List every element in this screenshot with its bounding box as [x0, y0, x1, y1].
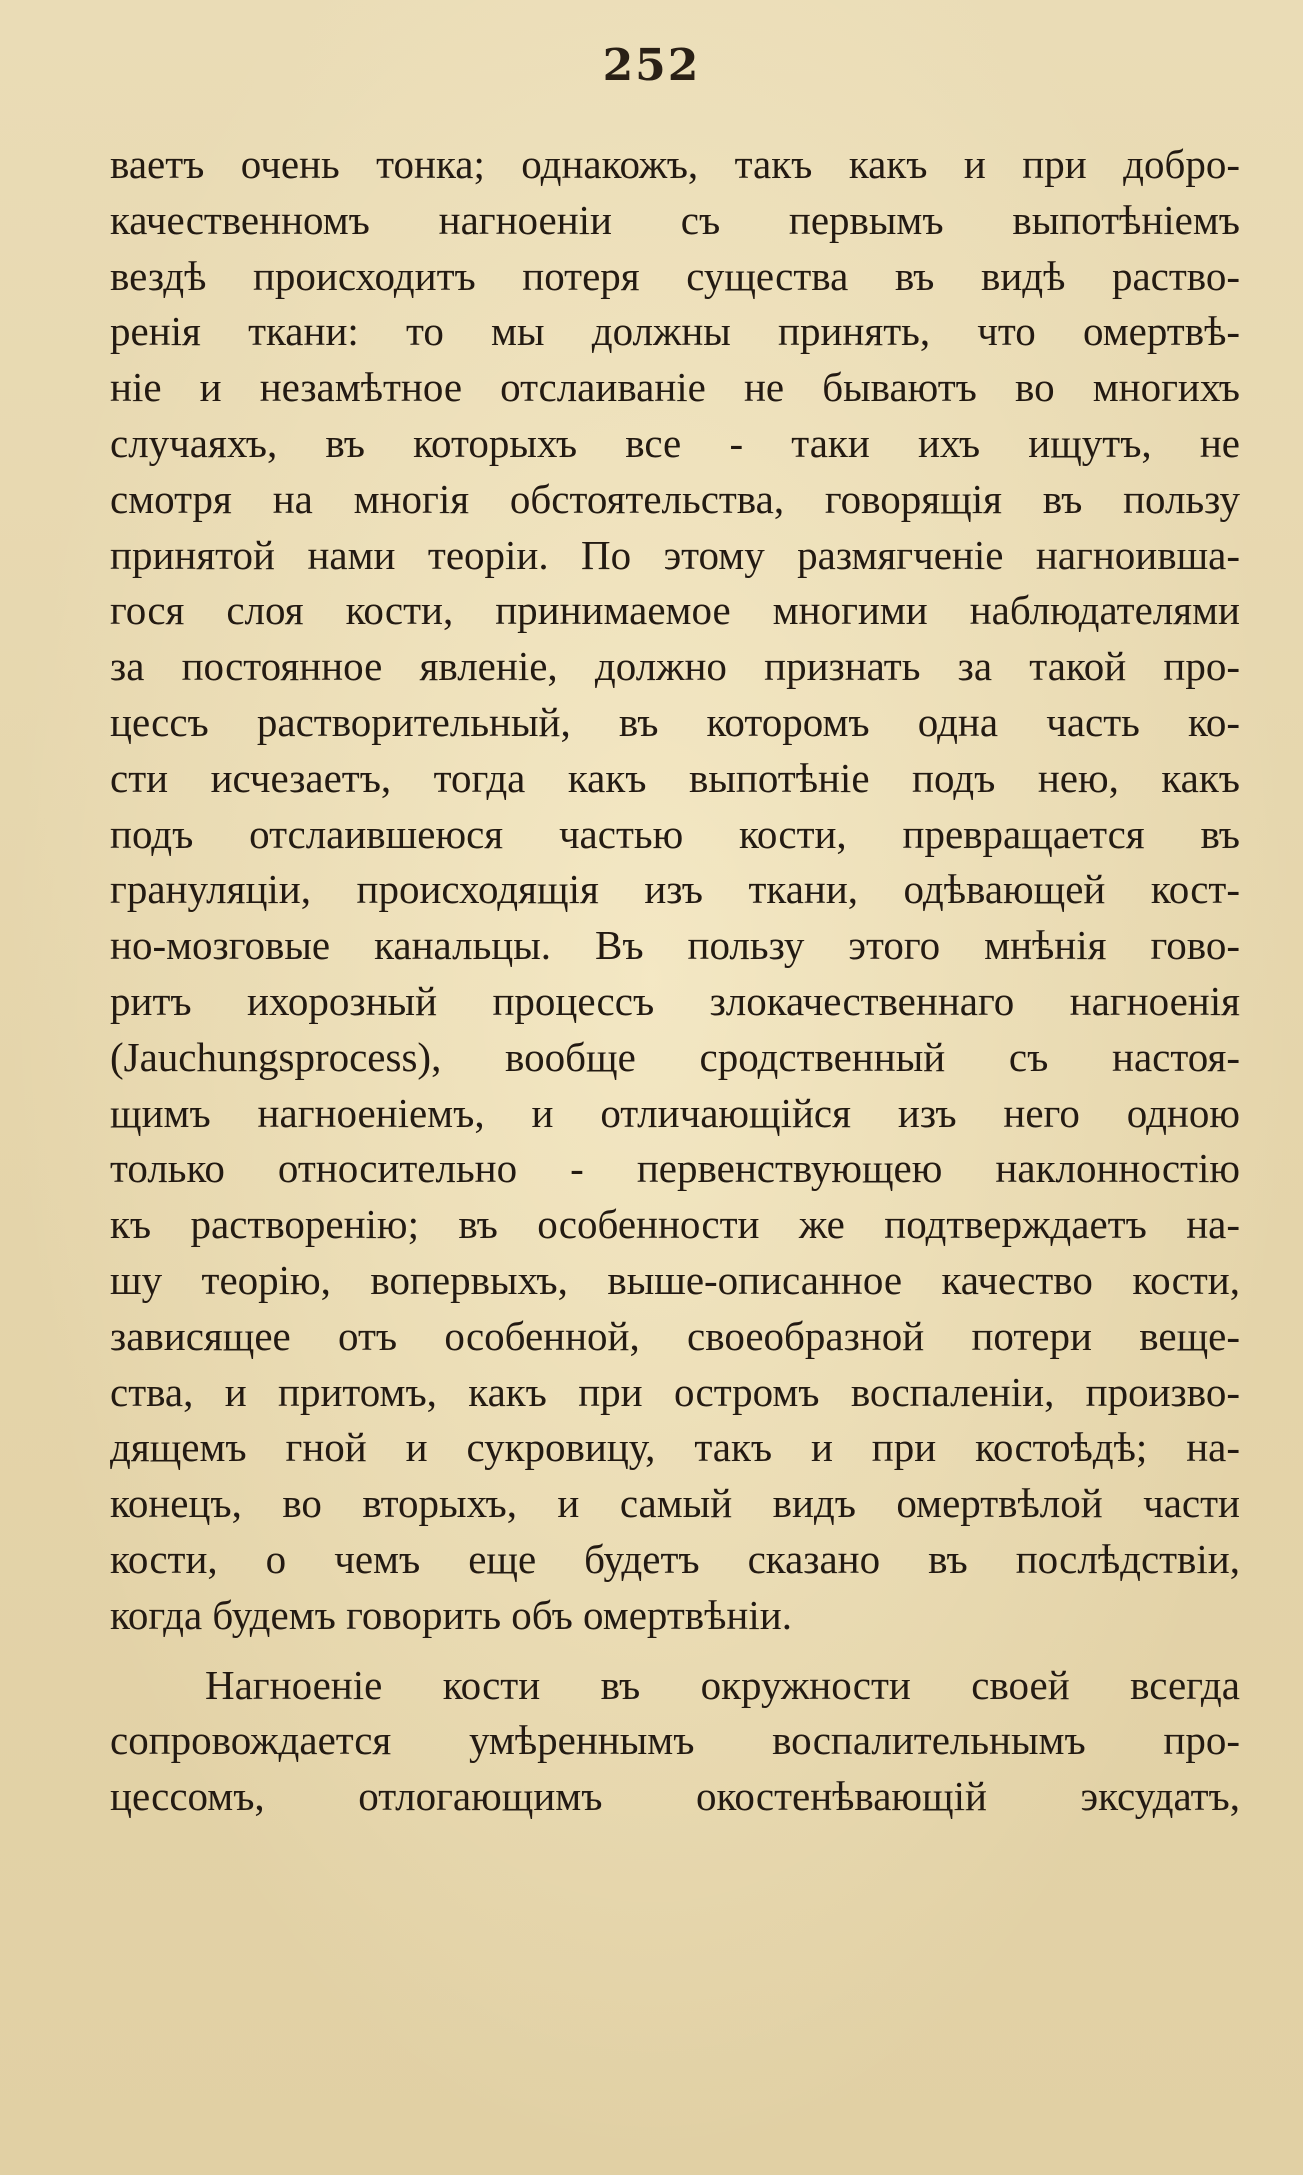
text-line: качественномъ нагноеніи съ первымъ выпотѣніемъ	[110, 196, 1240, 243]
text-line: цессъ растворительный, въ которомъ одна часть ко-	[110, 698, 1240, 745]
text-line: за постоянное явленіе, должно признать за такой про-	[110, 643, 1240, 690]
text-line: подъ отслаившеюся частью кости, превращается въ	[110, 810, 1240, 857]
text-line: шу теорію, вопервыхъ, выше-описанное качество кости,	[110, 1256, 1240, 1303]
text-line: цессомъ, отлогающимъ окостенѣвающій эксудатъ,	[110, 1773, 1240, 1820]
text-line: дящемъ гной и сукровицу, такъ и при костоѣдѣ; на-	[110, 1424, 1240, 1471]
text-line: только относительно - первенствующею наклонностію	[110, 1145, 1240, 1192]
page-number: 252	[602, 40, 701, 91]
text-line: случаяхъ, въ которыхъ все - таки ихъ ищутъ, не	[110, 419, 1240, 466]
text-line: ніе и незамѣтное отслаиваніе не бываютъ во многихъ	[110, 364, 1240, 411]
paragraph-gap	[110, 1644, 1240, 1658]
text-line: вездѣ происходитъ потеря существа въ видѣ раство-	[110, 252, 1240, 299]
text-line: ренія ткани: то мы должны принять, что омертвѣ-	[110, 308, 1240, 355]
text-line: щимъ нагноеніемъ, и отличающійся изъ него одною	[110, 1089, 1240, 1136]
text-line: грануляціи, происходящія изъ ткани, одѣвающей кост-	[110, 866, 1240, 913]
text-line: конецъ, во вторыхъ, и самый видъ омертвѣлой части	[110, 1480, 1240, 1527]
text-line: ства, и притомъ, какъ при остромъ воспаленіи, произво-	[110, 1368, 1240, 1415]
text-line: ритъ ихорозный процессъ злокачественнаго нагноенія	[110, 977, 1240, 1024]
paragraph-1	[110, 137, 1240, 1644]
text-line: сти исчезаетъ, тогда какъ выпотѣніе подъ нею, какъ	[110, 754, 1240, 801]
text-line: смотря на многія обстоятельства, говорящія въ пользу	[110, 475, 1240, 522]
text-line: (Jauchungsprocess), вообще сродственный съ настоя-	[110, 1033, 1240, 1080]
paragraph-2	[110, 1658, 1240, 1825]
text-line: гося слоя кости, принимаемое многими наблюдателями	[110, 587, 1240, 634]
text-line: сопровождается умѣреннымъ воспалительнымъ про-	[110, 1717, 1240, 1764]
text-line: принятой нами теоріи. По этому размягченіе нагноивша-	[110, 531, 1240, 578]
text-line: зависящее отъ особенной, своеобразной потери веще-	[110, 1312, 1240, 1359]
text-line: кости, о чемъ еще будетъ сказано въ послѣдствіи,	[110, 1535, 1240, 1582]
text-line: ваетъ очень тонка; однакожъ, такъ какъ и при добро-	[110, 141, 1240, 187]
body-text	[110, 137, 1240, 1825]
text-line: Нагноеніе кости въ окружности своей всегда	[205, 1661, 1240, 1708]
text-line: къ растворенію; въ особенности же подтверждаетъ на-	[110, 1201, 1240, 1248]
text-line: но-мозговые канальцы. Въ пользу этого мнѣнія гово-	[110, 922, 1240, 969]
text-line: когда будемъ говорить объ омертвѣніи.	[110, 1591, 792, 1638]
